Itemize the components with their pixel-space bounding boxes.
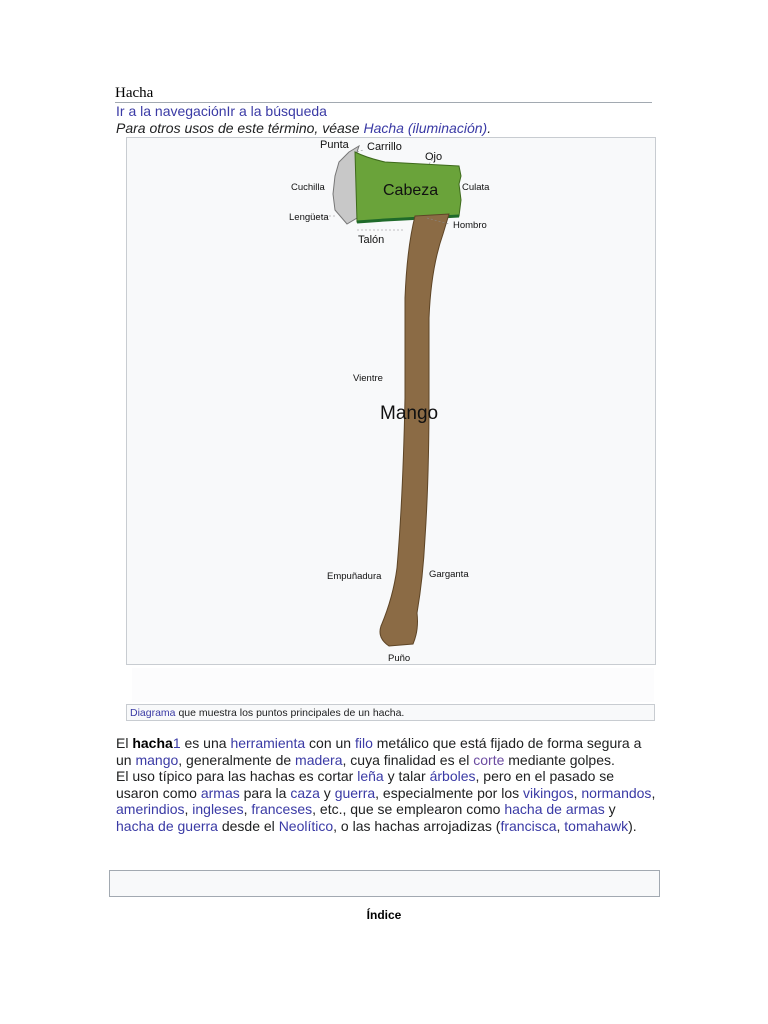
label-mango: Mango xyxy=(380,403,439,424)
paragraph-uses xyxy=(116,768,656,834)
page-title: Hacha xyxy=(115,85,652,103)
article-body xyxy=(116,735,656,835)
axe-diagram xyxy=(127,138,655,664)
text: , especialmente por los xyxy=(375,784,524,801)
axe-diagram-figure[interactable] xyxy=(126,137,656,665)
toc-box xyxy=(109,870,660,897)
text: , xyxy=(651,784,656,801)
text: , cuya finalidad es el xyxy=(342,751,474,768)
hatnote-suffix: . xyxy=(487,120,492,136)
label-cuchilla: Cuchilla xyxy=(291,182,325,193)
link-francisca[interactable]: francisca xyxy=(500,817,557,834)
link-arboles[interactable]: árboles xyxy=(429,768,476,785)
link-lena[interactable]: leña xyxy=(357,768,384,785)
text: , xyxy=(184,801,193,818)
text: es una xyxy=(180,735,231,751)
figure-spacer xyxy=(132,668,654,702)
text: El xyxy=(116,735,133,751)
text: y xyxy=(319,784,335,801)
hatnote xyxy=(116,120,491,137)
caption-link[interactable]: Diagrama xyxy=(130,707,176,719)
link-corte[interactable]: corte xyxy=(473,751,505,768)
axe-handle xyxy=(380,214,449,646)
term-bold: hacha xyxy=(132,735,173,751)
text: ). xyxy=(628,817,637,834)
text: desde el xyxy=(217,817,279,834)
link-hacha-de-guerra[interactable]: hacha de guerra xyxy=(116,817,218,834)
link-hacha-de-armas[interactable]: hacha de armas xyxy=(504,801,605,818)
label-puno: Puño xyxy=(388,653,411,664)
link-tomahawk[interactable]: tomahawk xyxy=(564,817,629,834)
paragraph-intro xyxy=(116,735,656,768)
text: y xyxy=(604,801,616,818)
label-cabeza: Cabeza xyxy=(383,182,439,199)
label-garganta: Garganta xyxy=(429,569,469,580)
text: metálico que está fijado de forma segura a un xyxy=(116,735,642,768)
caption-text: que muestra los puntos principales de un hacha. xyxy=(175,707,405,719)
link-normandos[interactable]: normandos xyxy=(581,784,652,801)
link-neolitico[interactable]: Neolítico xyxy=(278,817,334,834)
text: para la xyxy=(239,784,291,801)
label-punta: Punta xyxy=(320,139,349,151)
link-armas[interactable]: armas xyxy=(200,784,240,801)
link-guerra[interactable]: guerra xyxy=(334,784,376,801)
text: y talar xyxy=(383,768,430,785)
link-ingleses[interactable]: ingleses xyxy=(192,801,244,818)
text: , xyxy=(243,801,252,818)
text: El uso típico para las hachas es cortar xyxy=(116,768,358,785)
jump-links[interactable]: Ir a la navegaciónIr a la búsqueda xyxy=(116,103,327,119)
label-empunadura: Empuñadura xyxy=(327,571,382,582)
link-herramienta[interactable]: herramienta xyxy=(230,735,306,751)
text: , o las hachas arrojadizas ( xyxy=(333,817,501,834)
figure-caption xyxy=(126,704,655,721)
link-filo[interactable]: filo xyxy=(354,735,373,751)
label-vientre: Vientre xyxy=(353,373,383,384)
label-lengueta: Lengüeta xyxy=(289,212,329,223)
toc-title: Índice xyxy=(366,908,402,922)
text: , etc., que se emplearon como xyxy=(312,801,505,818)
text: , generalmente de xyxy=(178,751,296,768)
label-ojo: Ojo xyxy=(425,151,443,163)
text: , xyxy=(556,817,565,834)
link-madera[interactable]: madera xyxy=(295,751,343,768)
label-talon: Talón xyxy=(358,234,385,246)
text: , xyxy=(573,784,582,801)
text: con un xyxy=(305,735,355,751)
link-vikingos[interactable]: vikingos xyxy=(523,784,574,801)
label-carrillo: Carrillo xyxy=(367,141,402,153)
hatnote-link[interactable]: Hacha (iluminación) xyxy=(363,120,488,136)
link-caza[interactable]: caza xyxy=(290,784,320,801)
label-hombro: Hombro xyxy=(453,220,487,231)
hatnote-prefix: Para otros usos de este término, véase xyxy=(116,120,364,136)
reference-link[interactable]: 1 xyxy=(172,735,181,751)
text: , pero en el pasado se usaron como xyxy=(116,768,615,801)
label-culata: Culata xyxy=(462,182,490,193)
text: mediante golpes. xyxy=(504,751,615,768)
link-mango[interactable]: mango xyxy=(135,751,179,768)
link-franceses[interactable]: franceses xyxy=(251,801,313,818)
link-amerindios[interactable]: amerindios xyxy=(116,801,185,818)
